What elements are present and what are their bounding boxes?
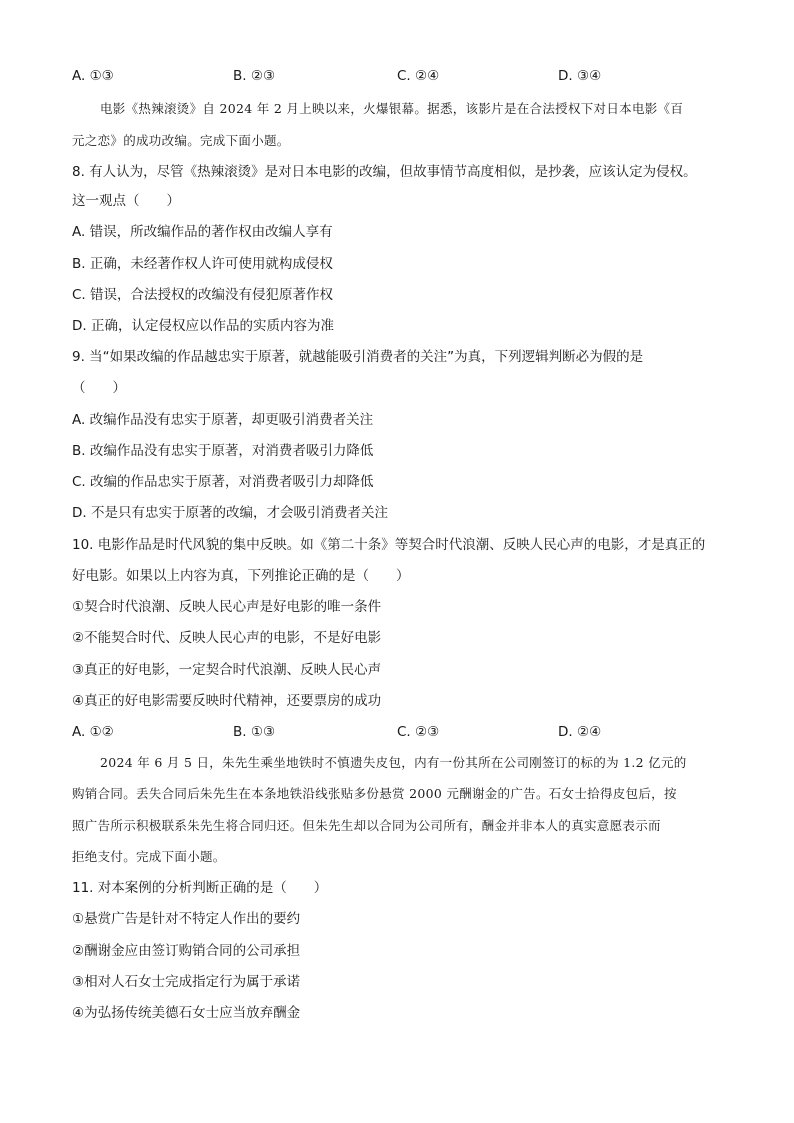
- q10-statement-3: ③真正的好电影，一定契合时代浪潮、反映人民心声: [72, 662, 382, 678]
- q9-option-a: A. 改编作品没有忠实于原著，却更吸引消费者关注: [72, 412, 374, 428]
- q8-option-a: A. 错误，所改编作品的著作权由改编人享有: [72, 224, 333, 240]
- q11-stem: 11. 对本案例的分析判断正确的是（ ）: [72, 880, 328, 896]
- q8-option-d: D. 正确，认定侵权应以作品的实质内容为准: [72, 318, 334, 334]
- q8-option-c: C. 错误，合法授权的改编没有侵犯原著作权: [72, 287, 334, 303]
- q11-statement-4: ④为弘扬传统美德石女士应当放弃酬金: [72, 1005, 301, 1021]
- q9-option-b: B. 改编作品没有忠实于原著，对消费者吸引力降低: [72, 443, 374, 459]
- q10-stem-line2: 好电影。如果以上内容为真，下列推论正确的是（ ）: [72, 568, 410, 584]
- q10-option-a: A. ①②: [72, 724, 114, 740]
- q11-statement-3: ③相对人石女士完成指定行为属于承诺: [72, 974, 301, 990]
- q11-statement-1: ①悬赏广告是针对不特定人作出的要约: [72, 911, 301, 927]
- q7-option-a: A. ①③: [72, 68, 114, 84]
- q7-option-d: D. ③④: [558, 68, 602, 84]
- q10-stem-line1: 10. 电影作品是时代风貌的集中反映。如《第二十条》等契合时代浪潮、反映人民心声的电影，才是真正的: [72, 537, 706, 553]
- q9-option-d: D. 不是只有忠实于原著的改编，才会吸引消费者关注: [72, 505, 388, 521]
- passage1-line2: 元之恋》的成功改编。完成下面小题。: [72, 133, 290, 148]
- q10-statement-4: ④真正的好电影需要反映时代精神，还要票房的成功: [72, 693, 382, 709]
- q10-option-d: D. ②④: [558, 724, 602, 740]
- passage2-line4: 拒绝支付。完成下面小题。: [72, 849, 226, 864]
- q9-stem-line2: （ ）: [72, 380, 126, 396]
- q8-stem-line1: 8. 有人认为，尽管《热辣滚烫》是对日本电影的改编，但故事情节高度相似，是抄袭，应该认定为侵权。: [72, 164, 697, 180]
- q10-statement-2: ②不能契合时代、反映人民心声的电影，不是好电影: [72, 630, 382, 646]
- passage1-line1: 电影《热辣滚烫》自 2024 年 2 月上映以来，火爆银幕。据悉，该影片是在合法授权下对日本电影《百: [100, 101, 684, 116]
- passage2-line2: 购销合同。丢失合同后朱先生在本条地铁沿线张贴多份悬赏 2000 元酬谢金的广告。石女士拾得皮包后，按: [72, 786, 677, 801]
- q9-stem-line1: 9. 当“如果改编的作品越忠实于原著，就越能吸引消费者的关注”为真，下列逻辑判断必为假的是: [72, 349, 644, 365]
- q7-option-b: B. ②③: [233, 68, 276, 84]
- passage2-line3: 照广告所示积极联系朱先生将合同归还。但朱先生却以合同为公司所有，酬金并非本人的真实意愿表示而: [72, 818, 661, 833]
- q9-option-c: C. 改编的作品忠实于原著，对消费者吸引力却降低: [72, 474, 374, 490]
- passage2-line1: 2024 年 6 月 5 日，朱先生乘坐地铁时不慎遗失皮包，内有一份其所在公司刚签订的标的为 1.2 亿元的: [100, 755, 687, 770]
- q11-statement-2: ②酬谢金应由签订购销合同的公司承担: [72, 943, 301, 959]
- q10-option-b: B. ①③: [233, 724, 276, 740]
- q8-option-b: B. 正确，未经著作权人许可使用就构成侵权: [72, 256, 333, 272]
- q8-stem-line2: 这一观点（ ）: [72, 193, 180, 209]
- q10-statement-1: ①契合时代浪潮、反映人民心声是好电影的唯一条件: [72, 599, 382, 615]
- q10-option-c: C. ②③: [397, 724, 440, 740]
- q7-option-c: C. ②④: [397, 68, 440, 84]
